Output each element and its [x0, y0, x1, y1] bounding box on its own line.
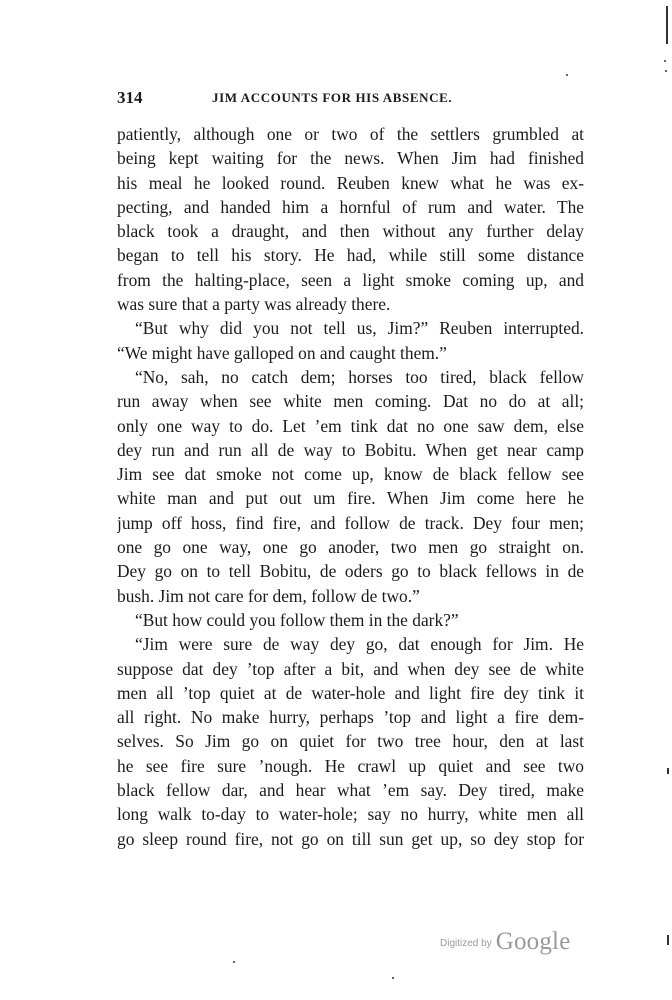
digitized-by-google-watermark: [440, 928, 571, 956]
text-line: “We might have galloped on and caught them.”: [117, 342, 447, 363]
scan-edge-mark: [667, 935, 669, 945]
text-line: only one way to do. Let ’em tink dat no one saw dem, else: [117, 415, 584, 436]
text-line: was sure that a party was already there.: [117, 294, 391, 315]
text-line: Jim see dat smoke not come up, know de black fellow see: [117, 464, 584, 485]
body-text: [117, 122, 584, 851]
google-logo: Google: [495, 928, 571, 955]
text-line: suppose dat dey ’top after a bit, and when dey see de white: [117, 658, 584, 679]
text-line: “But why did you not tell us, Jim?” Reuben interrupted.: [135, 318, 584, 339]
text-line: began to tell his story. He had, while still some distance: [117, 245, 584, 266]
text-line: jump off hoss, find fire, and follow de track. Dey four men;: [117, 512, 584, 533]
text-line: black took a draught, and then without any further delay: [117, 221, 584, 242]
scan-speck: [233, 961, 235, 963]
text-line: “But how could you follow them in the dark?”: [135, 609, 459, 630]
running-head: [117, 88, 587, 112]
text-line: pecting, and handed him a hornful of rum and water. The: [117, 196, 584, 217]
scan-edge-mark: [667, 768, 669, 774]
text-line: “Jim were sure de way dey go, dat enough for Jim. He: [135, 634, 584, 655]
text-line: selves. So Jim go on quiet for two tree hour, den at last: [117, 731, 584, 752]
scan-speck: [392, 977, 394, 979]
text-line: he see fire sure ’nough. He crawl up quiet and see two: [117, 755, 584, 776]
text-line: long walk to-day to water-hole; say no hurry, white men all: [117, 804, 584, 825]
text-line: bush. Jim not care for dem, follow de two.”: [117, 585, 420, 606]
text-line: being kept waiting for the news. When Jim had finished: [117, 148, 584, 169]
text-line: patiently, although one or two of the settlers grumbled at: [117, 124, 584, 144]
page-number: 314: [117, 88, 143, 107]
scan-speck: [664, 60, 666, 62]
scan-edge-mark: [666, 6, 668, 44]
text-line: go sleep round fire, not go on till sun get up, so dey stop for: [117, 828, 584, 849]
text-line: run away when see white men coming. Dat no do at all;: [117, 391, 584, 412]
text-line: white man and put out um fire. When Jim come here he: [117, 488, 584, 509]
running-title: JIM ACCOUNTS FOR HIS ABSENCE.: [212, 90, 453, 105]
text-line: black fellow dar, and hear what ’em say. Dey tired, make: [117, 780, 584, 801]
scan-speck: [665, 70, 667, 72]
watermark-prefix: Digitized by: [440, 938, 492, 949]
text-line: dey run and run all de way to Bobitu. When get near camp: [117, 439, 584, 460]
text-line: from the halting-place, seen a light smoke coming up, and: [117, 269, 584, 290]
text-line: men all ’top quiet at de water-hole and light fire dey tink it: [117, 682, 584, 703]
text-line: Dey go on to tell Bobitu, de oders go to black fellows in de: [117, 561, 584, 582]
text-line: all right. No make hurry, perhaps ’top and light a fire dem-: [117, 707, 584, 728]
text-line: “No, sah, no catch dem; horses too tired, black fellow: [135, 366, 584, 387]
text-line: one go one way, one go anoder, two men go straight on.: [117, 537, 584, 558]
scan-speck: [566, 74, 568, 76]
text-line: his meal he looked round. Reuben knew what he was ex-: [117, 172, 584, 193]
